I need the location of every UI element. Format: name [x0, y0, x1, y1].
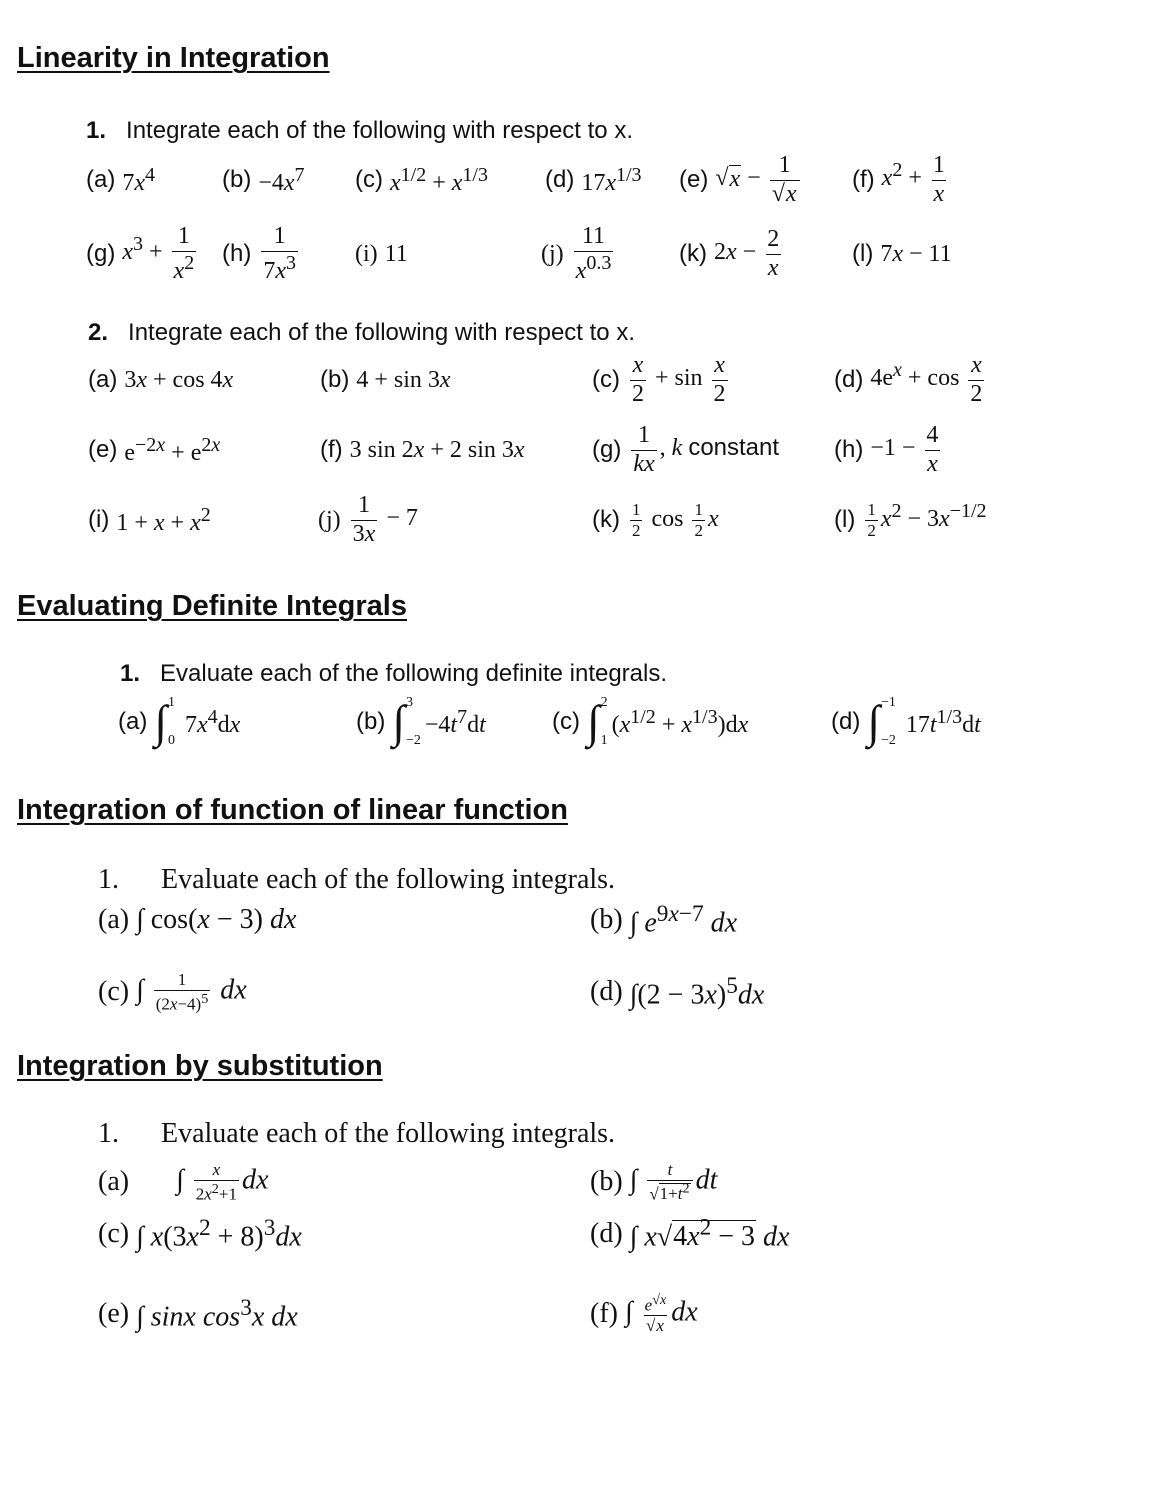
question-instruction: 1. Evaluate each of the following definite integrals.	[120, 660, 668, 687]
question-number: 1.	[98, 1118, 119, 1149]
integral-sign-icon: ∫ 2 1	[586, 695, 608, 748]
exercise-item: (g) $x^3$ + $\frac{1}{x^2}$	[86, 223, 195, 284]
integral-sign-icon: ∫ 3 −2	[392, 695, 421, 748]
exercise-item: (a) ∫ cos(x − 3) dx	[98, 904, 297, 935]
exercise-item: (a) $7x^4$	[86, 163, 155, 196]
exercise-item: (e) $e^{-2x} + e^{2x}$	[88, 433, 221, 466]
question-number: 1.	[98, 864, 119, 895]
section-heading-substitution: Integration by substitution	[17, 1050, 383, 1082]
question-instruction: 1. Evaluate each of the following integrals.	[98, 1118, 616, 1149]
exercise-item: (b) 4 + sin 3x	[320, 366, 451, 393]
exercise-item: (j) 11 $x^{0.3}$	[541, 223, 612, 284]
integral-sign-icon: ∫ −1 −2	[867, 695, 896, 748]
exercise-item: (j) $\frac{1}{3x}$ − 7	[318, 492, 418, 547]
question-instruction: 2. Integrate each of the following with respect to x.	[88, 319, 635, 346]
question-number: 2.	[88, 319, 109, 346]
exercise-item: (f) ∫ $\frac{e^{√x}}{√x}$ dx	[590, 1291, 698, 1336]
section-heading-linear-function: Integration of function of linear function	[17, 794, 568, 826]
exercise-item: (b) ∫ $e^{9x-7}$ dx	[590, 900, 738, 939]
question-number: 1.	[86, 117, 107, 144]
exercise-item: (d) ∫ −1 −2 $17t^{1/3}dt$	[831, 695, 981, 748]
exercise-item: (d) $17x^{1/3}$	[545, 163, 642, 196]
exercise-item: (c) ∫ $\frac{1}{(2x-4)^5}$ dx	[98, 969, 247, 1014]
exercise-item: (g) $\frac{1}{kx}$ , k constant	[592, 422, 780, 477]
question-instruction: 1. Evaluate each of the following integrals.	[98, 864, 616, 895]
exercise-item: (k) $\frac{1}{2}$ cos $\frac{1}{2}$ x	[592, 499, 719, 540]
exercise-item: (b) ∫ $\frac{t}{√1+t^2}$ dt	[590, 1159, 718, 1204]
exercise-item: (d) $\int(2 - 3x)^5dx$	[590, 972, 765, 1011]
question-instruction: 1. Integrate each of the following with respect to x.	[86, 117, 633, 144]
exercise-item: (c) ∫ 2 1 $(x^{1/2} + x^{1/3})dx$	[552, 695, 749, 748]
exercise-item: (e) √x − $\frac{1}{√x}$	[679, 150, 803, 210]
exercise-item: (c) $x^{1/2} + x^{1/3}$	[355, 163, 488, 196]
exercise-item: (d) ∫ $x√4x^2 - 3$ dx	[590, 1214, 790, 1253]
integral-sign-icon: ∫ 1 0	[154, 695, 175, 748]
exercise-item: (i) 11	[355, 240, 408, 267]
exercise-item: (h) 1 $7x^3$	[222, 223, 296, 284]
section-heading-definite-integrals: Evaluating Definite Integrals	[17, 590, 407, 622]
exercise-item: (b) ∫ 3 −2 $-4t^7dt$	[356, 695, 486, 748]
exercise-item: (k) 2x − $\frac{2}{x}$	[679, 226, 780, 281]
exercise-item: (a) ∫ $\frac{x}{2x^2+1}$ dx	[98, 1159, 269, 1204]
exercise-item: (i) $1 + x + x^2$	[88, 503, 211, 536]
exercise-item: (a) ∫ 1 0 $7x^4dx$	[118, 695, 241, 748]
exercise-item: (l) $\frac{1}{2}$ $x^2 - 3x^{-1/2}$	[834, 500, 987, 541]
exercise-item: (c) $\frac{x}{2}$ + sin $\frac{x}{2}$	[592, 352, 726, 407]
exercise-item: (b) $-4x^7$	[222, 163, 305, 196]
exercise-item: (h) −1 − $\frac{4}{x}$	[834, 422, 939, 477]
question-number: 1.	[120, 660, 141, 687]
section-heading-linearity: Linearity in Integration	[17, 42, 330, 74]
exercise-item: (a) 3x + cos 4x	[88, 366, 234, 393]
exercise-item: (e) ∫ sinx $\cos^3x$ dx	[98, 1294, 298, 1333]
exercise-item: (c) ∫ $x(3x^2 + 8)^3dx$	[98, 1214, 302, 1253]
exercise-item: (d) $4e^x + \cos$ $\frac{x}{2}$	[834, 352, 983, 407]
exercise-item: (f) $x^2$ + $\frac{1}{x}$	[852, 152, 945, 207]
exercise-item: (f) 3 sin 2x + 2 sin 3x	[320, 436, 525, 463]
exercise-item: (l) 7x − 11	[852, 240, 952, 267]
